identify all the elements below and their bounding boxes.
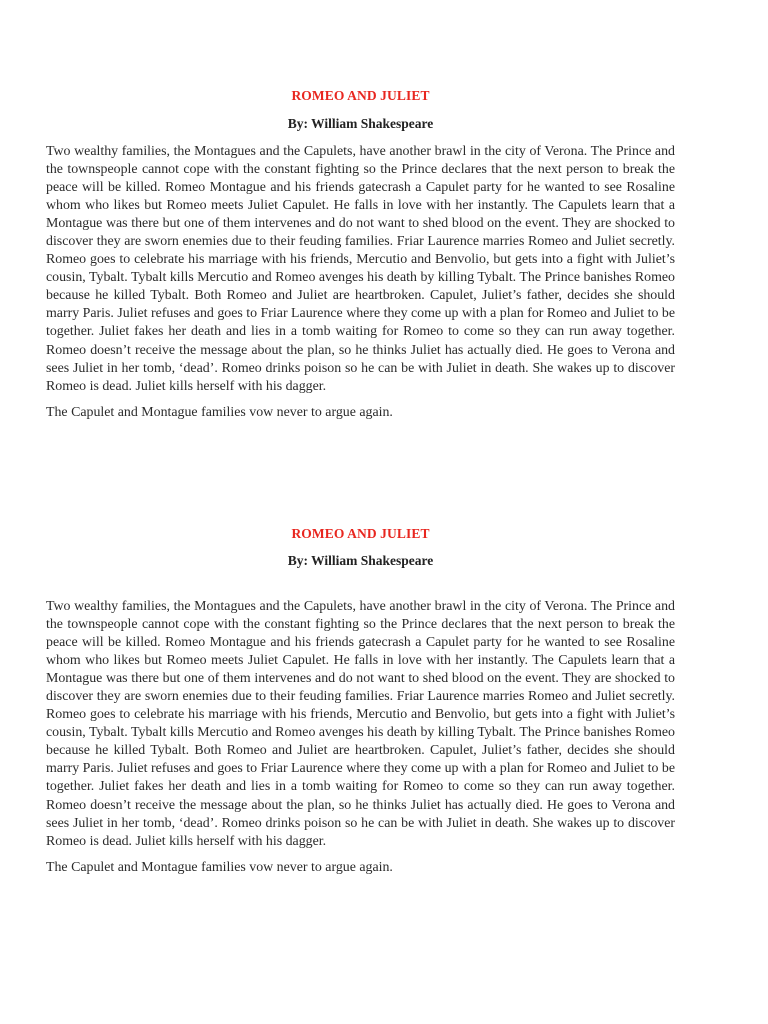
summary-section-2 bbox=[46, 525, 675, 877]
closing-sentence: The Capulet and Montague families vow never to argue again. bbox=[46, 404, 393, 420]
summary-section-1 bbox=[46, 87, 675, 422]
author-line: By: William Shakespeare bbox=[287, 116, 434, 131]
summary-paragraph: Two wealthy families, the Montagues and the Capulets, have another brawl in the city of Verona. The Prince and the townspeople cannot cope with the constant fighting so the Prince declares that the next person to break the peace will be killed. Romeo Montague and his friends gatecrash a Capulet party for he wanted to see Rosaline whom who likes but Romeo meets Juliet Capulet. He falls in love with her instantly. The Capulets learn that a Montague was there but one of them intervenes and do not want to shed blood on the event. They are shocked to discover they are sworn enemies due to their feuding families. Friar Laurence marries Romeo and Juliet secretly. Romeo goes to celebrate his marriage with his friends, Mercutio and Benvolio, but gets into a fight with Juliet’s cousin, Tybalt. Tybalt kills Mercutio and Romeo avenges his death by killing Tybalt. The Prince banishes Romeo because he killed Tybalt. Both Romeo and Juliet are heartbroken. Capulet, Juliet’s father, decides she should marry Paris. Juliet refuses and goes to Friar Laurence where they come up with a plan for Romeo and Juliet to be together. Juliet fakes her death and lies in a tomb waiting for Romeo to come so they can run away together. Romeo doesn’t receive the message about the plan, so he thinks Juliet has actually died. He goes to Verona and sees Juliet in her tomb, ‘dead’. Romeo drinks poison so he can be with Juliet in death. She wakes up to discover Romeo is dead. Juliet kills herself with his dagger. bbox=[46, 599, 675, 849]
document-title: ROMEO AND JULIET bbox=[291, 526, 430, 541]
author-line: By: William Shakespeare bbox=[287, 553, 434, 568]
closing-sentence: The Capulet and Montague families vow never to argue again. bbox=[46, 859, 393, 875]
document-title: ROMEO AND JULIET bbox=[291, 88, 430, 103]
summary-paragraph: Two wealthy families, the Montagues and the Capulets, have another brawl in the city of Verona. The Prince and the townspeople cannot cope with the constant fighting so the Prince declares that the next person to break the peace will be killed. Romeo Montague and his friends gatecrash a Capulet party for he wanted to see Rosaline whom who likes but Romeo meets Juliet Capulet. He falls in love with her instantly. The Capulets learn that a Montague was there but one of them intervenes and do not want to shed blood on the event. They are shocked to discover they are sworn enemies due to their feuding families. Friar Laurence marries Romeo and Juliet secretly. Romeo goes to celebrate his marriage with his friends, Mercutio and Benvolio, but gets into a fight with Juliet’s cousin, Tybalt. Tybalt kills Mercutio and Romeo avenges his death by killing Tybalt. The Prince banishes Romeo because he killed Tybalt. Both Romeo and Juliet are heartbroken. Capulet, Juliet’s father, decides she should marry Paris. Juliet refuses and goes to Friar Laurence where they come up with a plan for Romeo and Juliet to be together. Juliet fakes her death and lies in a tomb waiting for Romeo to come so they can run away together. Romeo doesn’t receive the message about the plan, so he thinks Juliet has actually died. He goes to Verona and sees Juliet in her tomb, ‘dead’. Romeo drinks poison so he can be with Juliet in death. She wakes up to discover Romeo is dead. Juliet kills herself with his dagger. bbox=[46, 144, 675, 394]
